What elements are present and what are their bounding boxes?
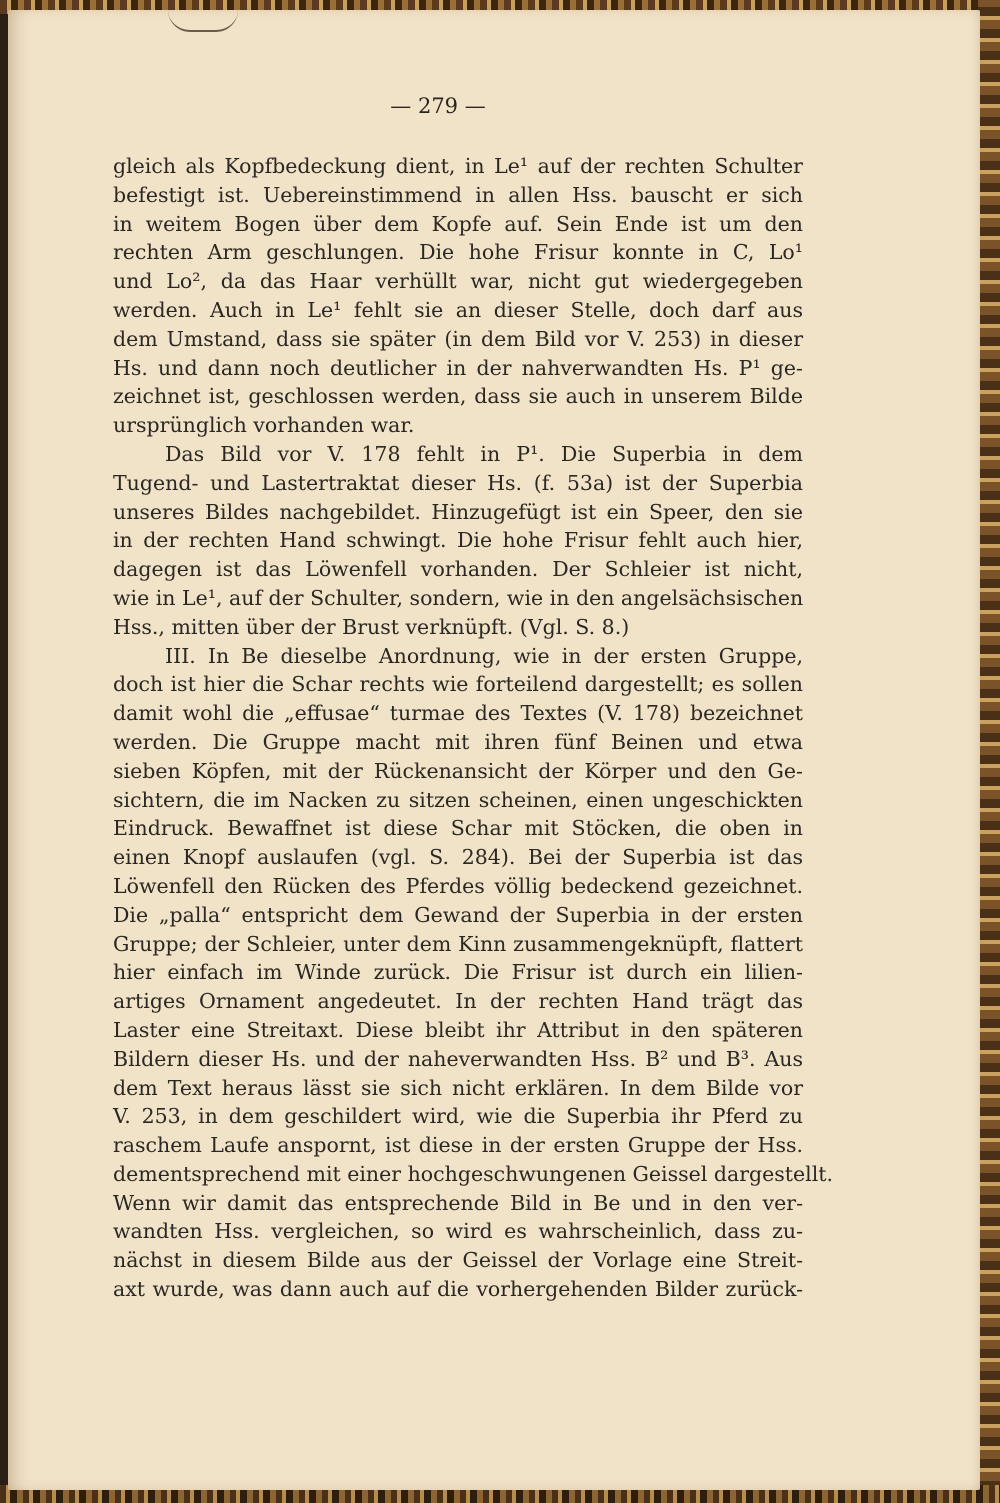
text-line: Eindruck. Bewaffnet ist diese Schar mit Stöcken, die oben in	[113, 816, 803, 841]
text-line: III. In Be dieselbe Anordnung, wie in der ersten Gruppe,	[165, 643, 803, 668]
text-line: Die „palla“ entspricht dem Gewand der Superbia in der ersten	[113, 902, 803, 927]
text-line: befestigt ist. Uebereinstimmend in allen Hss. bauscht er sich	[113, 182, 803, 207]
text-line: doch ist hier die Schar rechts wie forteilend dargestellt; es sollen	[113, 672, 803, 697]
text-line: dem Text heraus lässt sie sich nicht erklären. In dem Bilde vor	[113, 1075, 803, 1100]
text-line: Löwenfell den Rücken des Pferdes völlig bedeckend gezeichnet.	[113, 873, 803, 898]
text-line: Laster eine Streitaxt. Diese bleibt ihr Attribut in den späteren	[113, 1017, 803, 1042]
text-line: sieben Köpfen, mit der Rückenansicht der Körper und den Ge-	[113, 758, 803, 783]
text-line: rechten Arm geschlungen. Die hohe Frisur konnte in C, Lo¹	[113, 240, 803, 265]
text-line: wandten Hss. vergleichen, so wird es wahrscheinlich, dass zu-	[113, 1219, 803, 1244]
text-line: raschem Laufe anspornt, ist diese in der ersten Gruppe der Hss.	[113, 1133, 803, 1158]
text-line: V. 253, in dem geschildert wird, wie die Superbia ihr Pferd zu	[113, 1104, 803, 1129]
text-line: Gruppe; der Schleier, unter dem Kinn zusammengeknüpft, flattert	[113, 931, 803, 956]
text-line: in weitem Bogen über dem Kopfe auf. Sein Ende ist um den	[113, 211, 803, 236]
text-line: wie in Le¹, auf der Schulter, sondern, wie in den angelsächsischen	[113, 585, 804, 610]
text-line: und Lo², da das Haar verhüllt war, nicht gut wiedergegeben	[113, 269, 803, 294]
text-line: in der rechten Hand schwingt. Die hohe Frisur fehlt auch hier,	[113, 528, 803, 553]
text-line: zeichnet ist, geschlossen werden, dass sie auch in unserem Bilde	[113, 384, 803, 409]
text-line: einen Knopf auslaufen (vgl. S. 284). Bei der Superbia ist das	[113, 845, 803, 870]
page-number: — 279 —	[390, 94, 486, 118]
binding-mark	[168, 10, 238, 32]
body-text	[113, 152, 834, 1304]
text-line: werden. Die Gruppe macht mit ihren fünf Beinen und etwa	[113, 729, 803, 754]
text-line: dagegen ist das Löwenfell vorhanden. Der Schleier ist nicht,	[113, 557, 803, 582]
text-line: dementsprechend mit einer hochgeschwungenen Geissel dargestellt.	[113, 1161, 834, 1186]
text-line: nächst in diesem Bilde aus der Geissel der Vorlage eine Streit-	[113, 1248, 803, 1273]
text-line: hier einfach im Winde zurück. Die Frisur ist durch ein lilien-	[113, 960, 803, 985]
text-line: gleich als Kopfbedeckung dient, in Le¹ auf der rechten Schulter	[113, 154, 803, 178]
text-line: axt wurde, was dann auch auf die vorhergehenden Bilder zurück-	[113, 1277, 803, 1302]
text-line: dem Umstand, dass sie später (in dem Bild vor V. 253) in dieser	[113, 326, 803, 351]
text-line: Wenn wir damit das entsprechende Bild in Be und in den ver-	[113, 1190, 803, 1215]
book-edge-right	[978, 0, 1000, 1503]
text-line: Hs. und dann noch deutlicher in der nahverwandten Hs. P¹ ge-	[113, 355, 803, 380]
text-line: unseres Bildes nachgebildet. Hinzugefügt ist ein Speer, den sie	[113, 499, 803, 524]
text-line: sichtern, die im Nacken zu sitzen scheinen, einen ungeschickten	[113, 787, 803, 812]
text-line: Bildern dieser Hs. und der naheverwandten Hss. B² und B³. Aus	[113, 1046, 803, 1071]
book-page	[8, 10, 980, 1490]
text-line: damit wohl die „effusae“ turmae des Textes (V. 178) bezeichnet	[113, 701, 803, 726]
text-line: artiges Ornament angedeutet. In der rechten Hand trägt das	[113, 989, 803, 1014]
text-line: werden. Auch in Le¹ fehlt sie an dieser Stelle, doch darf aus	[113, 297, 803, 322]
text-line: Hss., mitten über der Brust verknüpft. (Vgl. S. 8.)	[113, 614, 630, 639]
text-line: Das Bild vor V. 178 fehlt in P¹. Die Superbia in dem	[165, 441, 803, 466]
text-line: Tugend- und Lastertraktat dieser Hs. (f. 53a) ist der Superbia	[113, 470, 803, 495]
text-line: ursprünglich vorhanden war.	[113, 413, 415, 438]
